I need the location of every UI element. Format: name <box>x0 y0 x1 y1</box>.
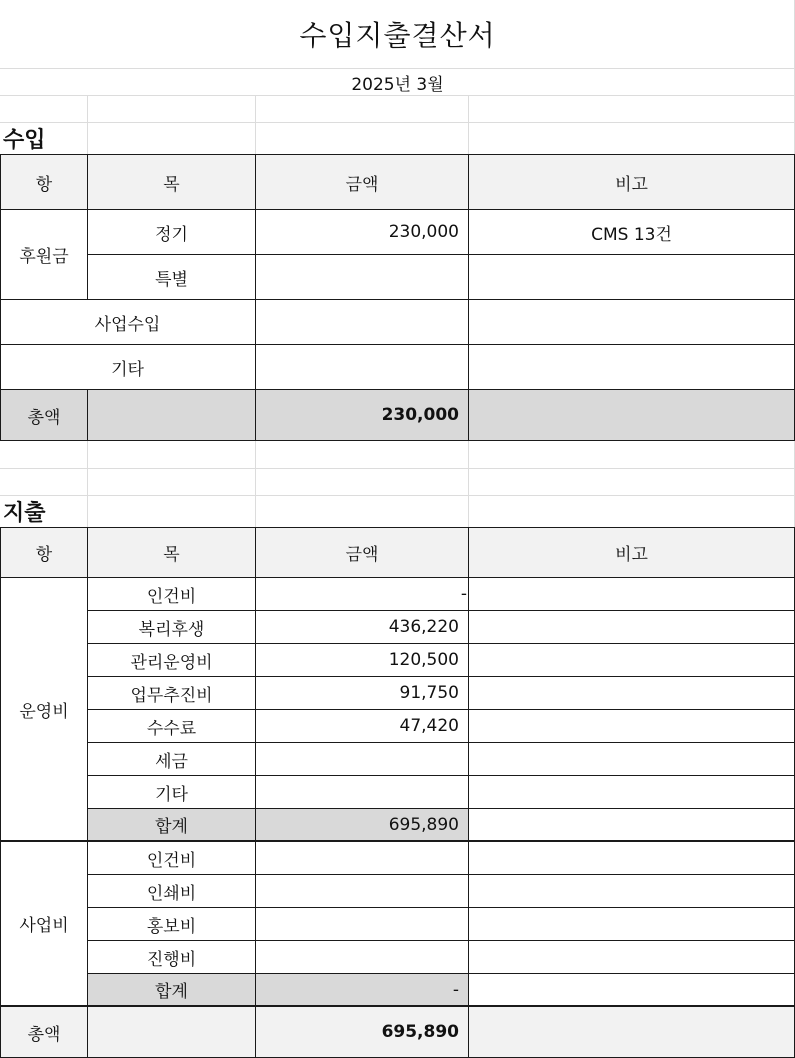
operating-row-subitem[interactable]: 수수료 <box>146 718 197 739</box>
expense-total-label: 총액 <box>27 1024 61 1045</box>
income-total-amount[interactable]: 230,000 <box>381 405 459 425</box>
operating-row-amount[interactable]: 120,500 <box>388 650 459 670</box>
income-section-label: 수입 <box>3 128 46 153</box>
expense-header-subitem: 목 <box>163 545 180 565</box>
business-row-amount[interactable] <box>256 941 468 973</box>
business-row-subitem[interactable]: 홍보비 <box>146 916 197 937</box>
expense-header-amount: 금액 <box>345 545 379 565</box>
income-business-label[interactable]: 사업수입 <box>94 314 161 335</box>
operating-row-subitem[interactable]: 업무추진비 <box>130 685 213 706</box>
business-row-amount[interactable] <box>256 842 468 874</box>
income-row-subitem[interactable]: 정기 <box>155 224 188 245</box>
business-subtotal-amount[interactable]: - <box>452 979 459 1000</box>
income-total-label: 총액 <box>27 407 61 428</box>
income-row-amount[interactable] <box>256 255 468 299</box>
business-row-subitem[interactable]: 인건비 <box>146 850 197 871</box>
income-row-amount[interactable]: 230,000 <box>388 222 459 242</box>
expense-section-label: 지출 <box>3 501 46 526</box>
business-subtotal-label: 합계 <box>155 982 188 1002</box>
operating-row-amount[interactable] <box>256 776 468 808</box>
expense-header-note: 비고 <box>615 545 648 565</box>
expense-business-label[interactable]: 사업비 <box>19 916 69 936</box>
income-row-note[interactable] <box>469 255 794 299</box>
operating-row-subitem[interactable]: 인건비 <box>146 586 197 607</box>
business-row-amount[interactable] <box>256 875 468 907</box>
business-row-subitem[interactable]: 인쇄비 <box>146 883 197 904</box>
expense-operating-label[interactable]: 운영비 <box>19 701 69 722</box>
operating-subtotal-label: 합계 <box>155 817 188 837</box>
income-donation-label[interactable]: 후원금 <box>19 247 69 267</box>
operating-row-subitem[interactable]: 관리운영비 <box>130 652 213 673</box>
operating-row-subitem[interactable]: 기타 <box>155 784 188 805</box>
operating-row-amount[interactable] <box>256 743 468 775</box>
operating-row-subitem[interactable]: 복리후생 <box>138 619 205 640</box>
expense-total-amount[interactable]: 695,890 <box>381 1022 459 1042</box>
operating-row-amount[interactable]: 91,750 <box>399 683 459 703</box>
income-header-amount: 금액 <box>345 174 379 195</box>
operating-row-amount[interactable]: 47,420 <box>399 716 459 736</box>
income-header-item: 항 <box>35 174 53 195</box>
operating-subtotal-amount[interactable]: 695,890 <box>388 814 459 835</box>
income-row-note[interactable]: CMS 13건 <box>591 224 672 245</box>
operating-row-amount[interactable]: 436,220 <box>388 617 459 637</box>
expense-header-item: 항 <box>35 545 53 565</box>
income-other-label[interactable]: 기타 <box>111 359 144 380</box>
report-period: 2025년 3월 <box>351 74 444 95</box>
income-header-subitem: 목 <box>163 174 180 195</box>
business-row-amount[interactable] <box>256 908 468 940</box>
income-row-subitem[interactable]: 특별 <box>155 269 188 290</box>
income-header-note: 비고 <box>615 174 648 195</box>
operating-row-amount[interactable]: - <box>460 584 467 604</box>
business-row-subitem[interactable]: 진행비 <box>146 949 197 970</box>
document-title: 수입지출결산서 <box>299 19 496 52</box>
operating-row-subitem[interactable]: 세금 <box>155 751 188 772</box>
